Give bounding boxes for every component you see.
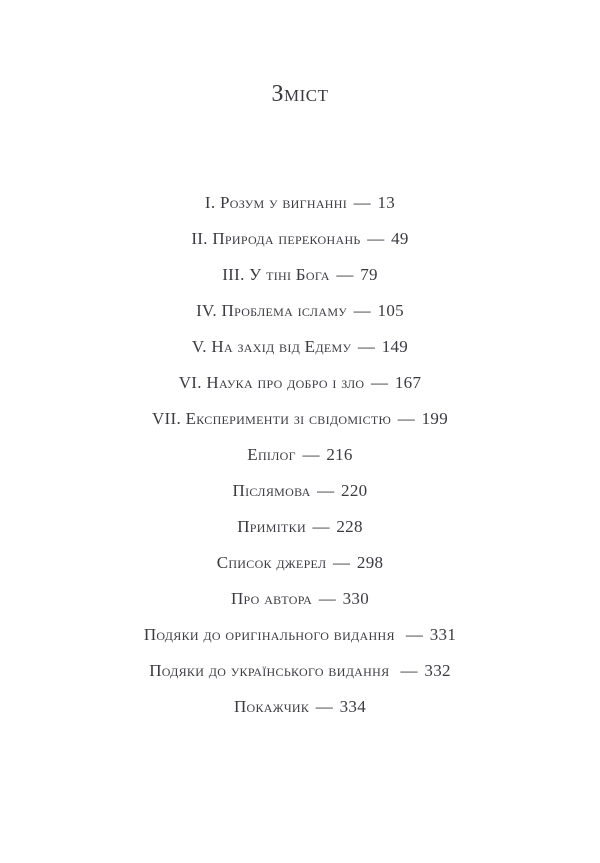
toc-page-number: 105 [377,301,404,320]
toc-page-number: 13 [377,193,396,212]
toc-entry-label: Про автора [230,589,313,608]
toc-entry-chapter-3[interactable] [0,264,600,300]
toc-page-number: 79 [360,265,378,284]
toc-separator: — [317,481,335,500]
toc-entry-label: Епілог [247,445,296,464]
toc-entry-label: Подяки до оригінального видання [143,625,400,644]
toc-entry-chapter-7[interactable] [0,408,600,444]
toc-entry-label: II. Природа переконань [191,229,361,248]
toc-separator: — [353,193,371,212]
toc-page-number: 298 [356,553,384,572]
toc-separator: — [400,661,418,680]
toc-page-number: 199 [421,409,449,428]
toc-separator: — [367,229,385,248]
toc-page-number: 167 [394,373,422,392]
toc-entry-chapter-5[interactable] [0,336,600,372]
toc-entry-chapter-2[interactable] [0,228,600,264]
toc-separator: — [357,337,376,356]
toc-page-number: 334 [339,697,367,716]
toc-entry-label: Подяки до українського видання [149,661,394,680]
toc-entry-label: Список джерел [216,553,327,572]
toc-entry-label: Примітки [237,517,306,536]
table-of-contents [0,192,600,732]
toc-page-number: 228 [336,517,363,536]
toc-entry-chapter-6[interactable] [0,372,600,408]
toc-entry-chapter-1[interactable] [0,192,600,228]
toc-entry-acknowledgments-ukrainian[interactable] [0,660,600,696]
toc-separator: — [370,373,389,392]
toc-page-number: 330 [342,589,369,608]
toc-separator: — [318,589,337,608]
toc-page-number: 49 [391,229,409,248]
toc-entry-label: I. Розум у вигнанні [204,193,348,212]
toc-entry-bibliography[interactable] [0,552,600,588]
toc-entry-label: VI. Наука про добро і зло [178,373,365,392]
toc-page-number: 216 [326,445,353,464]
toc-separator: — [312,517,330,536]
toc-entry-label: IV. Проблема ісламу [196,301,348,320]
toc-entry-label: III. У тіні Бога [222,265,330,284]
toc-entry-acknowledgments-original[interactable] [0,624,600,660]
toc-entry-label: Покажчик [233,697,310,716]
toc-page-number: 332 [424,661,451,680]
toc-entry-about-author[interactable] [0,588,600,624]
toc-entry-label: Післямова [232,481,311,500]
toc-separator: — [336,265,354,284]
toc-separator: — [315,697,334,716]
toc-separator: — [333,553,351,572]
toc-separator: — [397,409,416,428]
page-title: Зміст [271,81,329,107]
toc-entry-label: VII. Експерименти зі свідомістю [151,409,392,428]
toc-entry-epilogue[interactable] [0,444,600,480]
toc-entry-index[interactable] [0,696,600,732]
toc-page-number: 331 [429,625,457,644]
toc-entry-afterword[interactable] [0,480,600,516]
toc-page-number: 149 [381,337,409,356]
toc-separator: — [302,445,320,464]
toc-separator: — [405,625,424,644]
toc-entry-notes[interactable] [0,516,600,552]
toc-entry-label: V. На захід від Едему [191,337,352,356]
toc-separator: — [353,301,371,320]
toc-entry-chapter-4[interactable] [0,300,600,336]
toc-page-number: 220 [341,481,368,500]
